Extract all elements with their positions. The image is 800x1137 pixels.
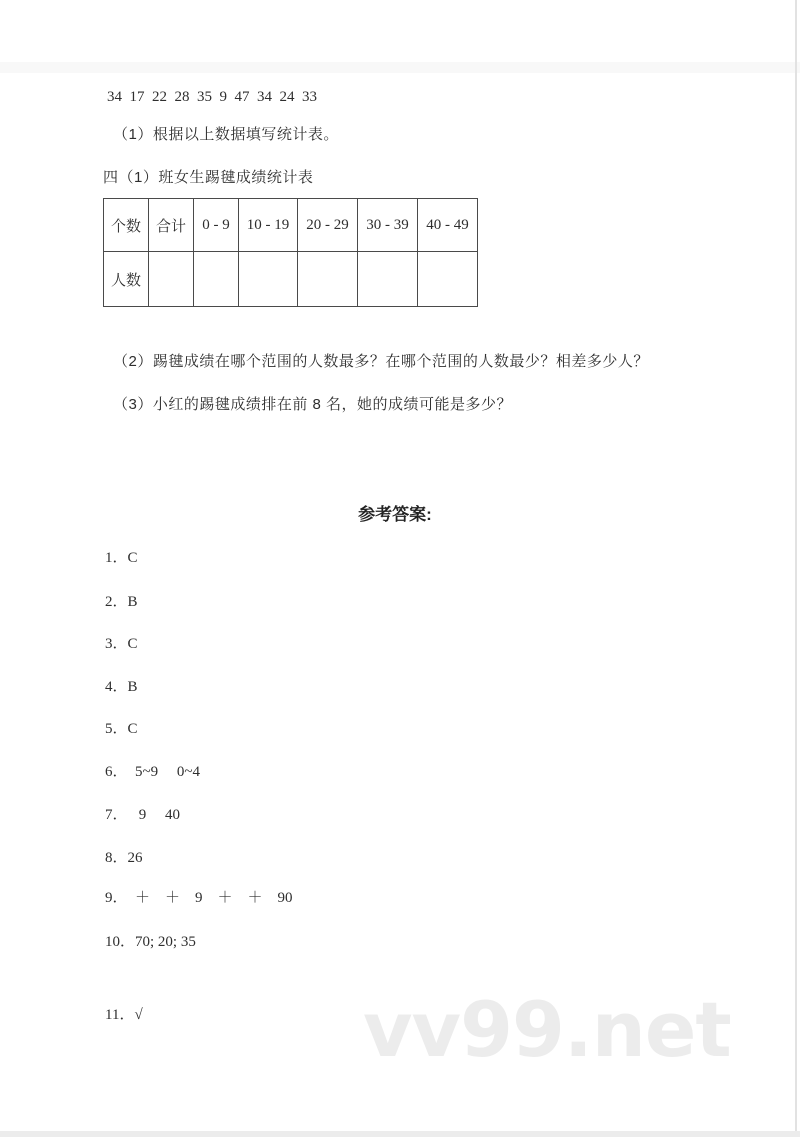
table-header-cell: 个数	[104, 199, 149, 252]
table-header-cell: 40 - 49	[418, 199, 478, 252]
answer-line-1: 1．C	[105, 550, 138, 566]
answer-line-7: 7． 9 40	[105, 807, 181, 823]
table-empty-cell	[298, 252, 358, 307]
question-2: （2）踢毽成绩在哪个范围的人数最多？在哪个范围的人数最少？相差多少人？	[113, 353, 649, 370]
answer-line-5: 5．C	[105, 721, 138, 737]
table-header-row	[104, 199, 478, 252]
table-data-row	[104, 252, 478, 307]
table-header-cell: 30 - 39	[358, 199, 418, 252]
answer-line-2: 2．B	[105, 594, 138, 610]
stats-table	[103, 198, 478, 307]
table-header-cell: 20 - 29	[298, 199, 358, 252]
table-header-cell: 10 - 19	[239, 199, 298, 252]
answers-header: 参考答案:	[358, 505, 432, 524]
answer-line-10: 10．70; 20; 35	[105, 934, 196, 950]
table-empty-cell	[358, 252, 418, 307]
answer-line-4: 4．B	[105, 679, 138, 695]
table-empty-cell	[149, 252, 194, 307]
table-header-cell: 0 - 9	[194, 199, 239, 252]
answer-line-11: 11．√	[105, 1007, 143, 1023]
table-empty-cell	[418, 252, 478, 307]
page-bottom-edge	[0, 1131, 800, 1137]
table-empty-cell	[194, 252, 239, 307]
page-top-shade	[0, 62, 800, 73]
table-title: 四（1）班女生踢毽成绩统计表	[103, 169, 314, 186]
answer-line-8: 8．26	[105, 850, 143, 866]
answer-line-3: 3．C	[105, 636, 138, 652]
data-values-line: 34 17 22 28 35 9 47 34 24 33	[107, 89, 317, 105]
answer-line-6: 6． 5~9 0~4	[105, 764, 200, 780]
table-header-cell: 合计	[149, 199, 194, 252]
table-empty-cell	[239, 252, 298, 307]
page-right-edge	[795, 0, 797, 1137]
watermark: vv99.net	[363, 985, 731, 1074]
answer-line-9: 9． ＋ ＋ 9 ＋ ＋ 90	[105, 890, 293, 906]
question-3: （3）小红的踢毽成绩排在前 8 名，她的成绩可能是多少？	[113, 396, 513, 413]
table-row-label: 人数	[104, 252, 149, 307]
instruction-line-1: （1）根据以上数据填写统计表。	[113, 126, 339, 143]
